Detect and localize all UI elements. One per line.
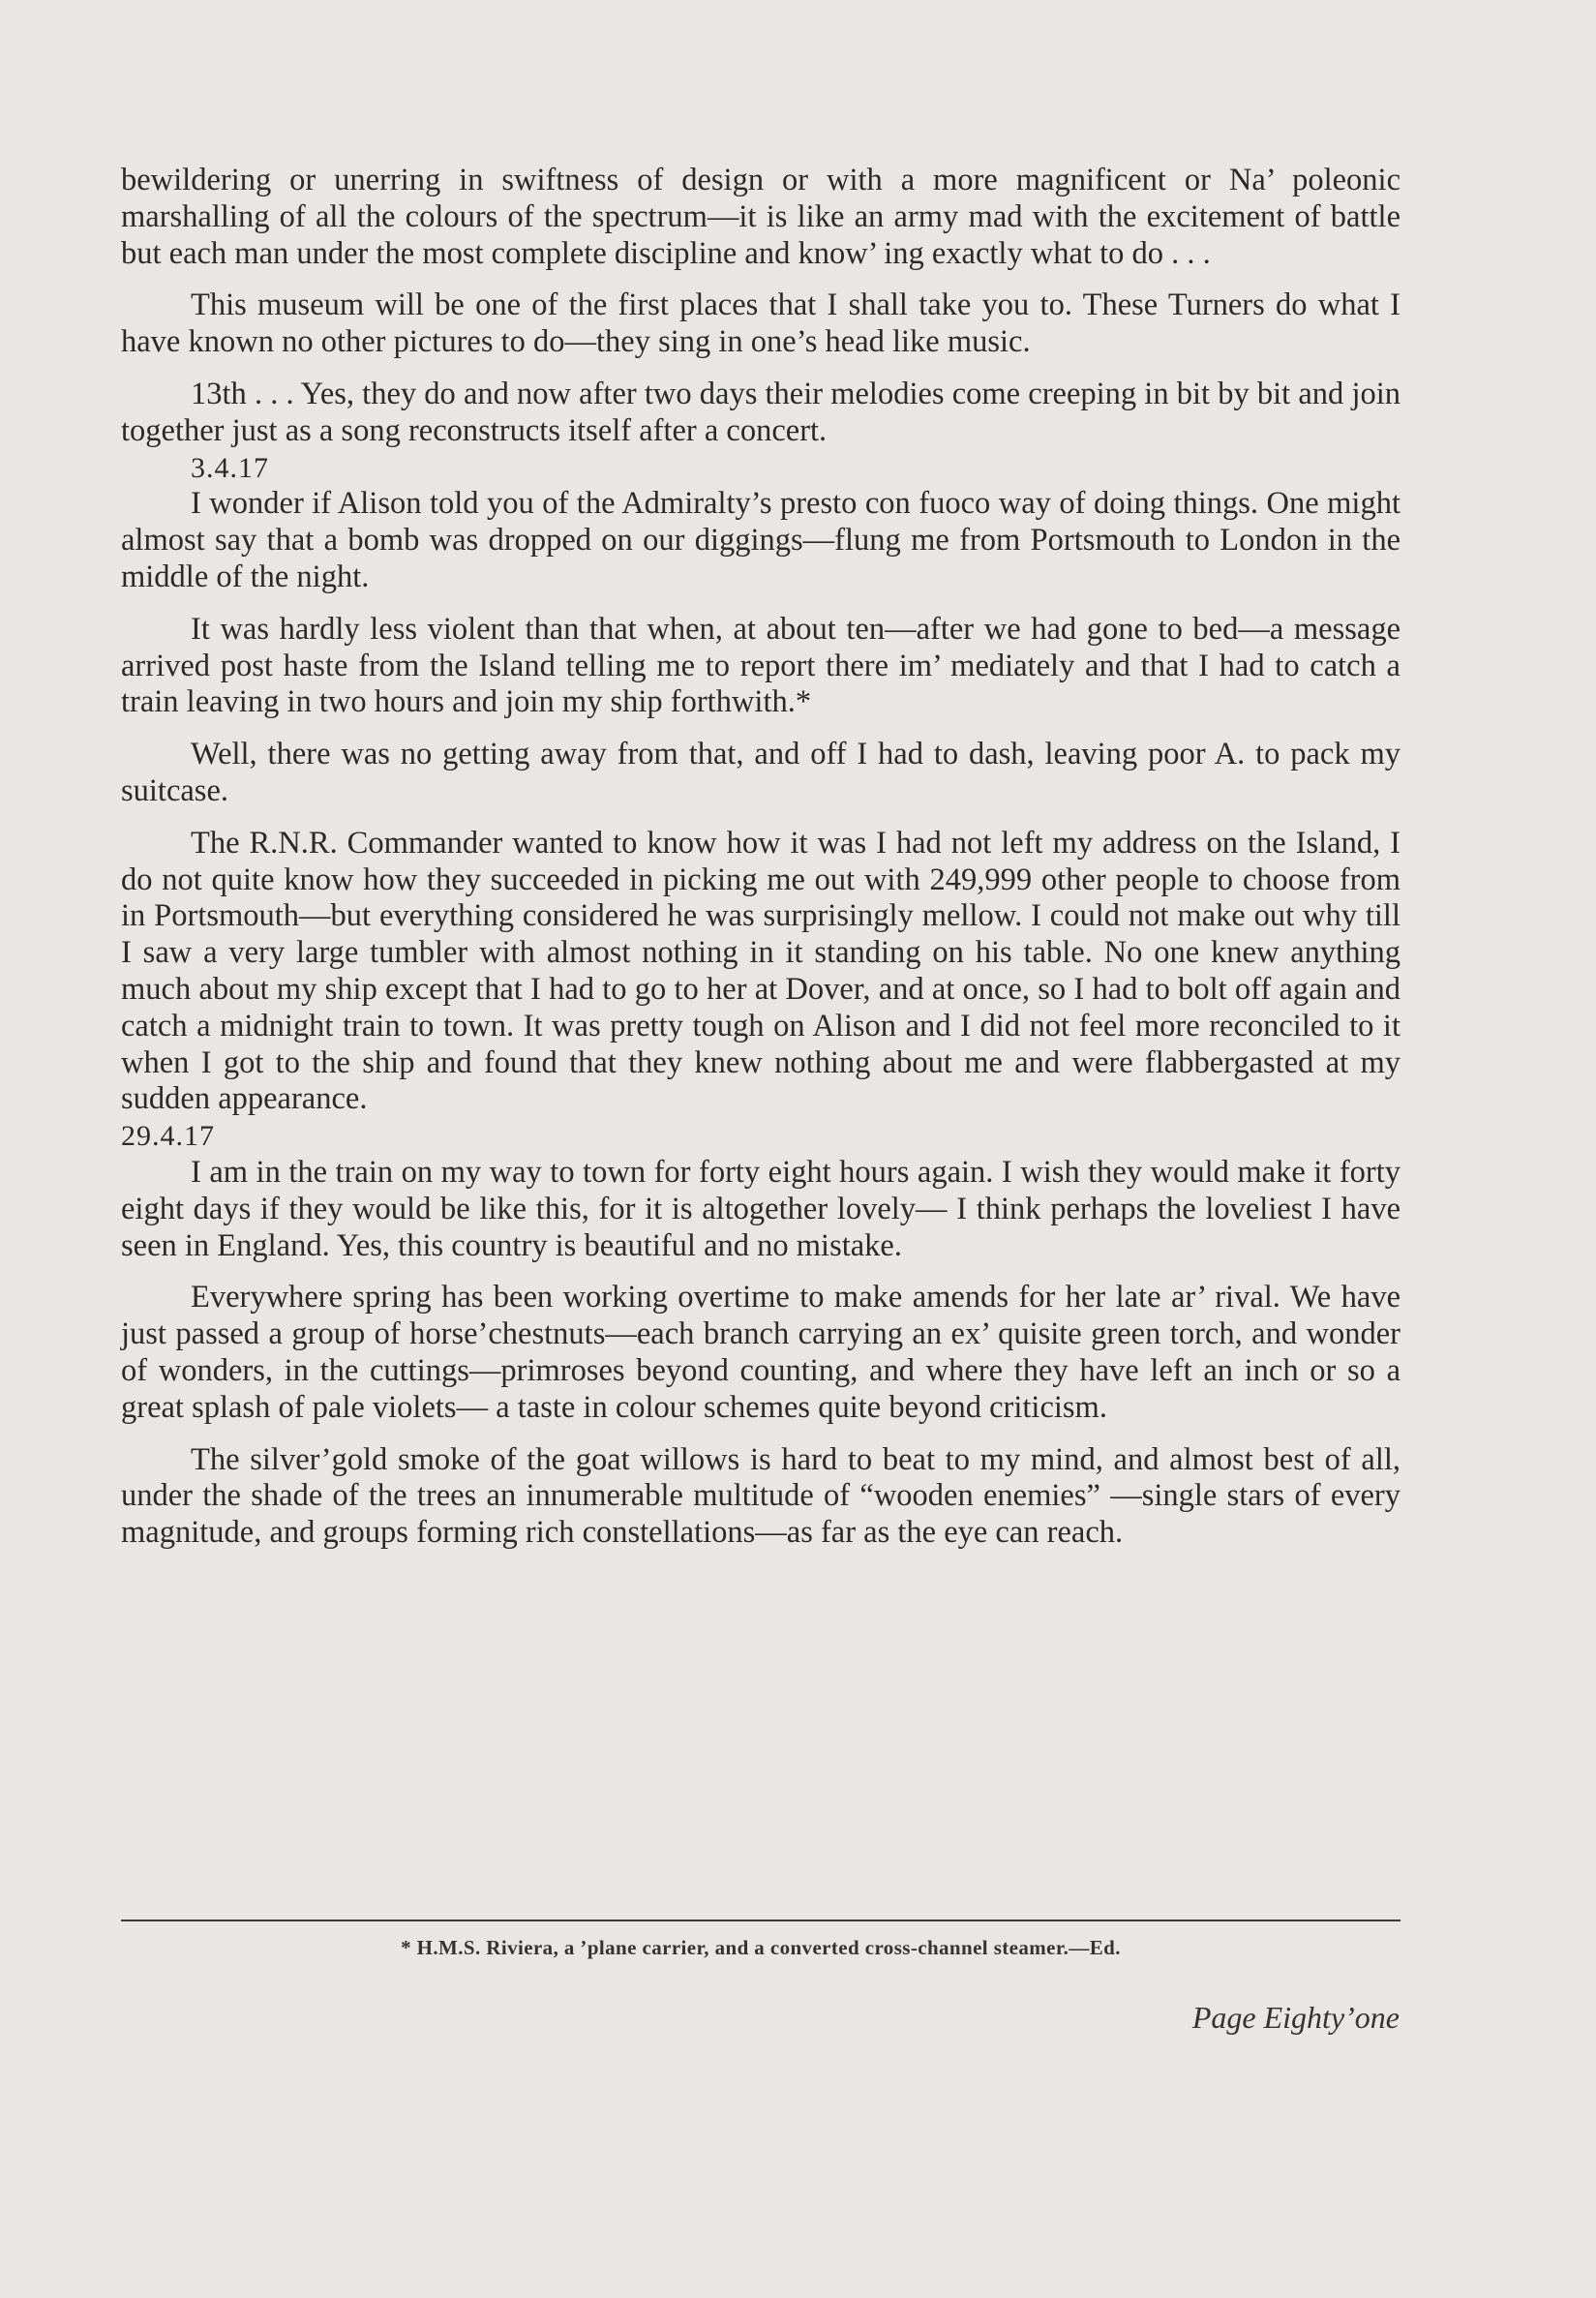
footnote: * H.M.S. Riviera, a ’plane carrier, and a converted cross-channel steamer.—Ed. xyxy=(401,1936,1121,1959)
paragraph-7: The R.N.R. Commander wanted to know how it was I had not left my address on the Island, I do not quite know how they succeeded in picking me out with 249,999 other people to choose from in Portsmouth—but everything considered he was surprisingly mellow. I could not make out why till I saw a very large tumbler with almost nothing in it standing on his table. No one knew anything much about my ship except that I had to go to her at Dover, and at once, so I had to bolt off again and catch a midnight train to town. It was pretty tough on Alison and I did not feel more reconciled to it when I got to the ship and found that they knew nothing about me and were flabbergasted at my sudden appearance. xyxy=(121,825,1400,1117)
footnote-divider xyxy=(121,1920,1400,1921)
date-heading-1: 3.4.17 xyxy=(191,451,269,484)
paragraph-10: The silver’gold smoke of the goat willows is hard to beat to my mind, and almost best of all, under the shade of the trees an innumerable multitude of “wooden enemies” —single stars of every magnitude, and groups forming rich constellations—as far as the eye can reach. xyxy=(121,1441,1400,1551)
paragraph-3: 13th . . . Yes, they do and now after two days their melodies come creeping in bit by bit and join together just as a song reconstructs itself after a concert. xyxy=(121,376,1400,448)
paragraph-2: This museum will be one of the first places that I shall take you to. These Turners do what I have known no other pictures to do—they sing in one’s head like music. xyxy=(121,287,1400,360)
paragraph-9: Everywhere spring has been working overtime to make amends for her late ar’ rival. We have just passed a group of horse’chestnuts—each branch carrying an ex’ quisite green torch, and wonder of wonders, in the cuttings—primroses beyond counting, and where they have left an inch or so a great splash of pale violets— a taste in colour schemes quite beyond criticism. xyxy=(121,1280,1400,1425)
paragraph-1: bewildering or unerring in swiftness of design or with a more magnificent or Na’ poleonic marshalling of all the colours of the spectrum—it is like an army mad with the excitement of battle but each man under the most complete discipline and know’ ing exactly what to do . . . xyxy=(121,163,1400,271)
paragraph-5: It was hardly less violent than that when, at about ten—after we had gone to bed—a message arrived post haste from the Island telling me to report there im’ mediately and that I had to catch a train leaving in two hours and join my ship forthwith.* xyxy=(121,611,1400,720)
paragraph-4: I wonder if Alison told you of the Admiralty’s presto con fuoco way of doing things. One might almost say that a bomb was dropped on our diggings—flung me from Portsmouth to London in the middle of the night. xyxy=(121,486,1400,594)
paragraph-6: Well, there was no getting away from that, and off I had to dash, leaving poor A. to pack my suitcase. xyxy=(121,737,1400,808)
main-text xyxy=(121,163,1400,1552)
date-heading-2: 29.4.17 xyxy=(121,1120,215,1153)
paragraph-8: I am in the train on my way to town for forty eight hours again. I wish they would make it forty eight days if they would be like this, for it is altogether lovely— I think perhaps the loveliest I have seen in England. Yes, this country is beautiful and no mistake. xyxy=(121,1154,1400,1263)
page-number: Page Eighty’one xyxy=(1191,2000,1400,2035)
